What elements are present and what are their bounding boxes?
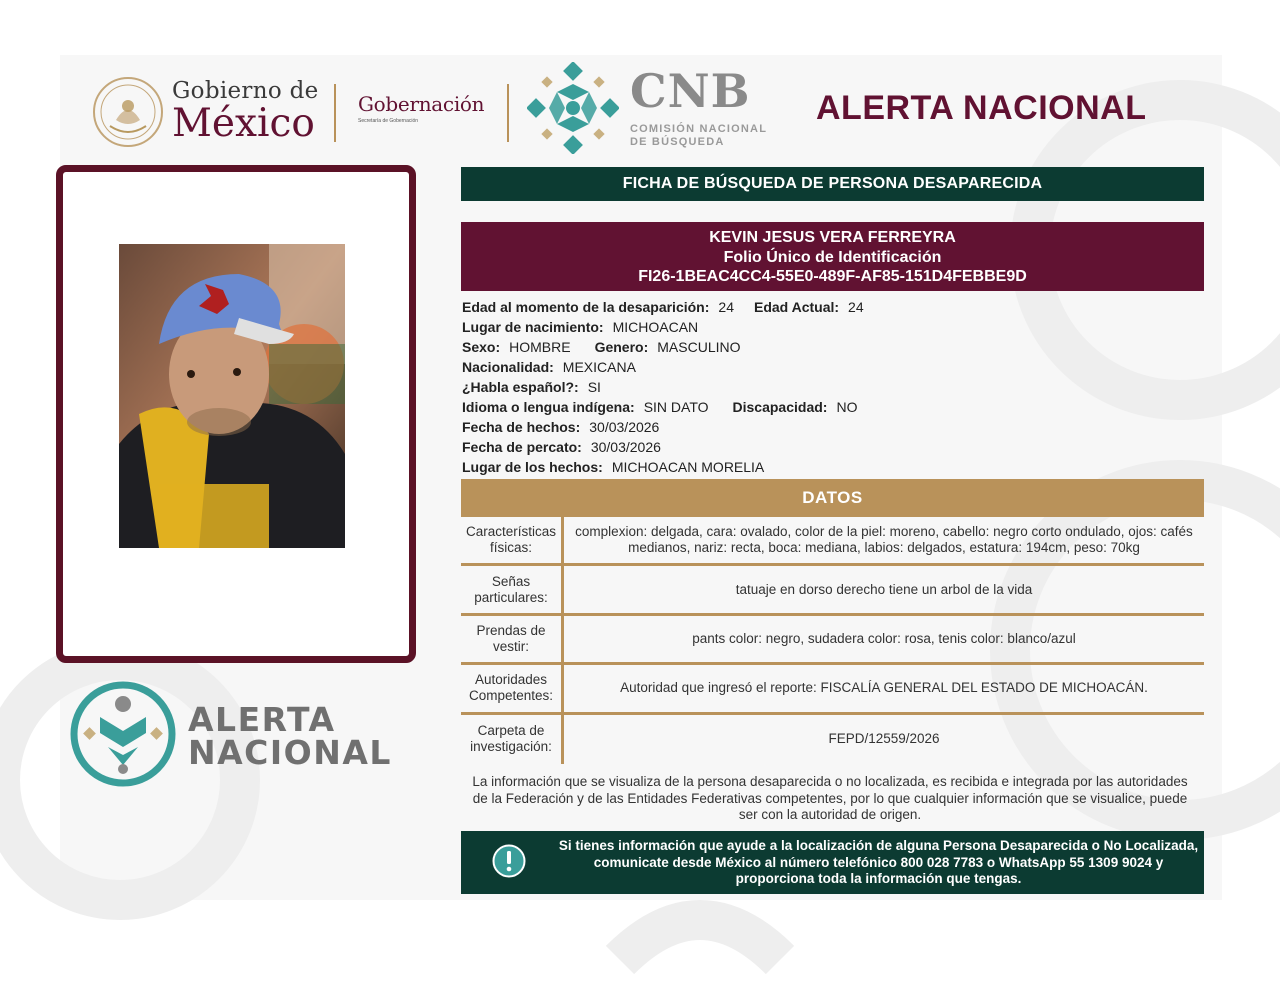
discapacidad-value: NO xyxy=(836,399,858,415)
lugar-hechos-label: Lugar de los hechos: xyxy=(462,459,603,475)
divider xyxy=(334,84,336,142)
mexico-seal-icon xyxy=(92,76,164,148)
table-row xyxy=(461,566,1204,615)
edad-desaparicion-label: Edad al momento de la desaparición: xyxy=(462,299,710,315)
person-name: KEVIN JESUS VERA FERREYRA xyxy=(709,229,956,246)
info-row-nacionalidad xyxy=(462,357,864,377)
row-label-line1: Prendas de xyxy=(476,622,546,638)
cnb-line2: DE BÚSQUEDA xyxy=(630,136,725,148)
divider xyxy=(507,84,509,142)
edad-actual-label: Edad Actual: xyxy=(753,299,840,315)
alerta-logo-line2: NACIONAL xyxy=(188,733,392,772)
row-label-line2: Competentes: xyxy=(468,688,554,704)
idioma-value: SIN DATO xyxy=(643,399,709,415)
alerta-nacional-logo-text xyxy=(188,700,392,772)
edad-desaparicion-value: 24 xyxy=(718,299,734,315)
info-row-idioma xyxy=(462,397,864,417)
table-row xyxy=(461,715,1204,764)
row-label-line2: físicas: xyxy=(489,540,532,556)
row-value: Autoridad que ingresó el reporte: FISCALÍA GENERAL DEL ESTADO DE MICHOACÁN. xyxy=(620,680,1148,696)
habla-espanol-value: SI xyxy=(587,379,601,395)
cnb-emblem-icon xyxy=(527,62,619,154)
datos-table xyxy=(461,517,1204,764)
lugar-hechos-value: MICHOACAN MORELIA xyxy=(611,459,765,475)
row-value: FEPD/12559/2026 xyxy=(828,731,940,747)
gobernacion-logo xyxy=(358,92,484,124)
fecha-percato-label: Fecha de percato: xyxy=(462,439,582,455)
cnb-line1: COMISIÓN NACIONAL xyxy=(630,123,768,135)
missing-person-photo xyxy=(119,244,345,548)
cnb-acronym: CNB xyxy=(630,64,751,118)
row-value: complexion: delgada, cara: ovalado, color de la piel: moreno, cabello: negro corto ondulado, ojos: cafés medianos, nariz: recta, boca: mediana, labios: delgados, estatura: 194cm, peso: 70kg xyxy=(575,524,1193,556)
info-row-fecha-hechos xyxy=(462,417,864,437)
alerta-nacional-title: ALERTA NACIONAL xyxy=(816,89,1147,127)
sexo-label: Sexo: xyxy=(462,339,501,355)
row-label-line1: Características xyxy=(465,524,557,540)
gobierno-line1: Gobierno de xyxy=(172,78,319,104)
row-label-line2: particulares: xyxy=(474,589,548,605)
idioma-label: Idioma o lengua indígena: xyxy=(462,399,635,415)
row-label xyxy=(461,665,564,711)
contact-bar xyxy=(461,831,1204,894)
row-label-line1: Señas xyxy=(491,573,531,589)
person-info xyxy=(462,297,864,477)
row-label-line2: vestir: xyxy=(492,638,529,654)
row-value: tatuaje en dorso derecho tiene un arbol de la vida xyxy=(735,581,1033,597)
alerta-nacional-emblem-icon xyxy=(70,681,176,787)
info-row-lugar-nacimiento xyxy=(462,317,864,337)
ficha-title-bar: FICHA DE BÚSQUEDA DE PERSONA DESAPARECIDA xyxy=(461,167,1204,201)
datos-header: DATOS xyxy=(461,479,1204,517)
row-label-line2: investigación: xyxy=(470,739,552,755)
gobierno-de-mexico-logo xyxy=(172,78,319,146)
genero-value: MASCULINO xyxy=(657,339,741,355)
fecha-percato-value: 30/03/2026 xyxy=(590,439,661,455)
fecha-hechos-value: 30/03/2026 xyxy=(589,419,660,435)
discapacidad-label: Discapacidad: xyxy=(732,399,828,415)
edad-actual-value: 24 xyxy=(848,299,864,315)
habla-espanol-label: ¿Habla español?: xyxy=(462,379,579,395)
row-label-line1: Autoridades xyxy=(474,672,548,688)
sexo-value: HOMBRE xyxy=(509,339,571,355)
gobernacion-title: Gobernación xyxy=(358,92,485,116)
nacionalidad-label: Nacionalidad: xyxy=(462,359,554,375)
table-row xyxy=(461,616,1204,665)
row-value: pants color: negro, sudadera color: rosa, tenis color: blanco/azul xyxy=(692,630,1076,646)
info-row-edad xyxy=(462,297,864,317)
row-label xyxy=(461,616,564,662)
row-label-line1: Carpeta de xyxy=(477,723,545,739)
row-label xyxy=(461,517,564,563)
nacionalidad-value: MEXICANA xyxy=(562,359,636,375)
folio-value: FI26-1BEAC4CC4-55E0-489F-AF85-151D4FEBBE9D xyxy=(638,268,1027,285)
lugar-nacimiento-label: Lugar de nacimiento: xyxy=(462,319,604,335)
row-label xyxy=(461,715,564,764)
fecha-hechos-label: Fecha de hechos: xyxy=(462,419,581,435)
info-row-habla-espanol xyxy=(462,377,864,397)
table-row xyxy=(461,665,1204,714)
gobierno-line2: México xyxy=(172,101,315,146)
alerta-logo-line1: ALERTA xyxy=(188,700,336,739)
gobernacion-subtitle: Secretaría de Gobernación xyxy=(358,118,419,124)
info-row-lugar-hechos xyxy=(462,457,864,477)
info-row-fecha-percato xyxy=(462,437,864,457)
person-name-bar xyxy=(461,222,1204,291)
folio-label: Folio Único de Identificación xyxy=(723,248,942,266)
table-row xyxy=(461,517,1204,566)
lugar-nacimiento-value: MICHOACAN xyxy=(612,319,699,335)
cnb-logo-text xyxy=(630,64,768,149)
disclaimer-text: La información que se visualiza de la persona desaparecida o no localizada, es recibida e integrada por las autoridades de la Federación y de las Entidades Federativas competentes, por lo que cualquier información que se visualice, puede ser con la autoridad de origen. xyxy=(472,774,1188,822)
exclamation-icon xyxy=(492,844,526,878)
row-label xyxy=(461,566,564,612)
contact-text: Si tienes información que ayude a la localización de alguna Persona Desaparecida o No Localizada, comunicate desde México al número telefónico 800 028 7783 o WhatsApp 55 1309 9024 y proporciona toda la información que tengas. xyxy=(558,838,1199,886)
info-row-sexo xyxy=(462,337,864,357)
genero-label: Genero: xyxy=(594,339,649,355)
